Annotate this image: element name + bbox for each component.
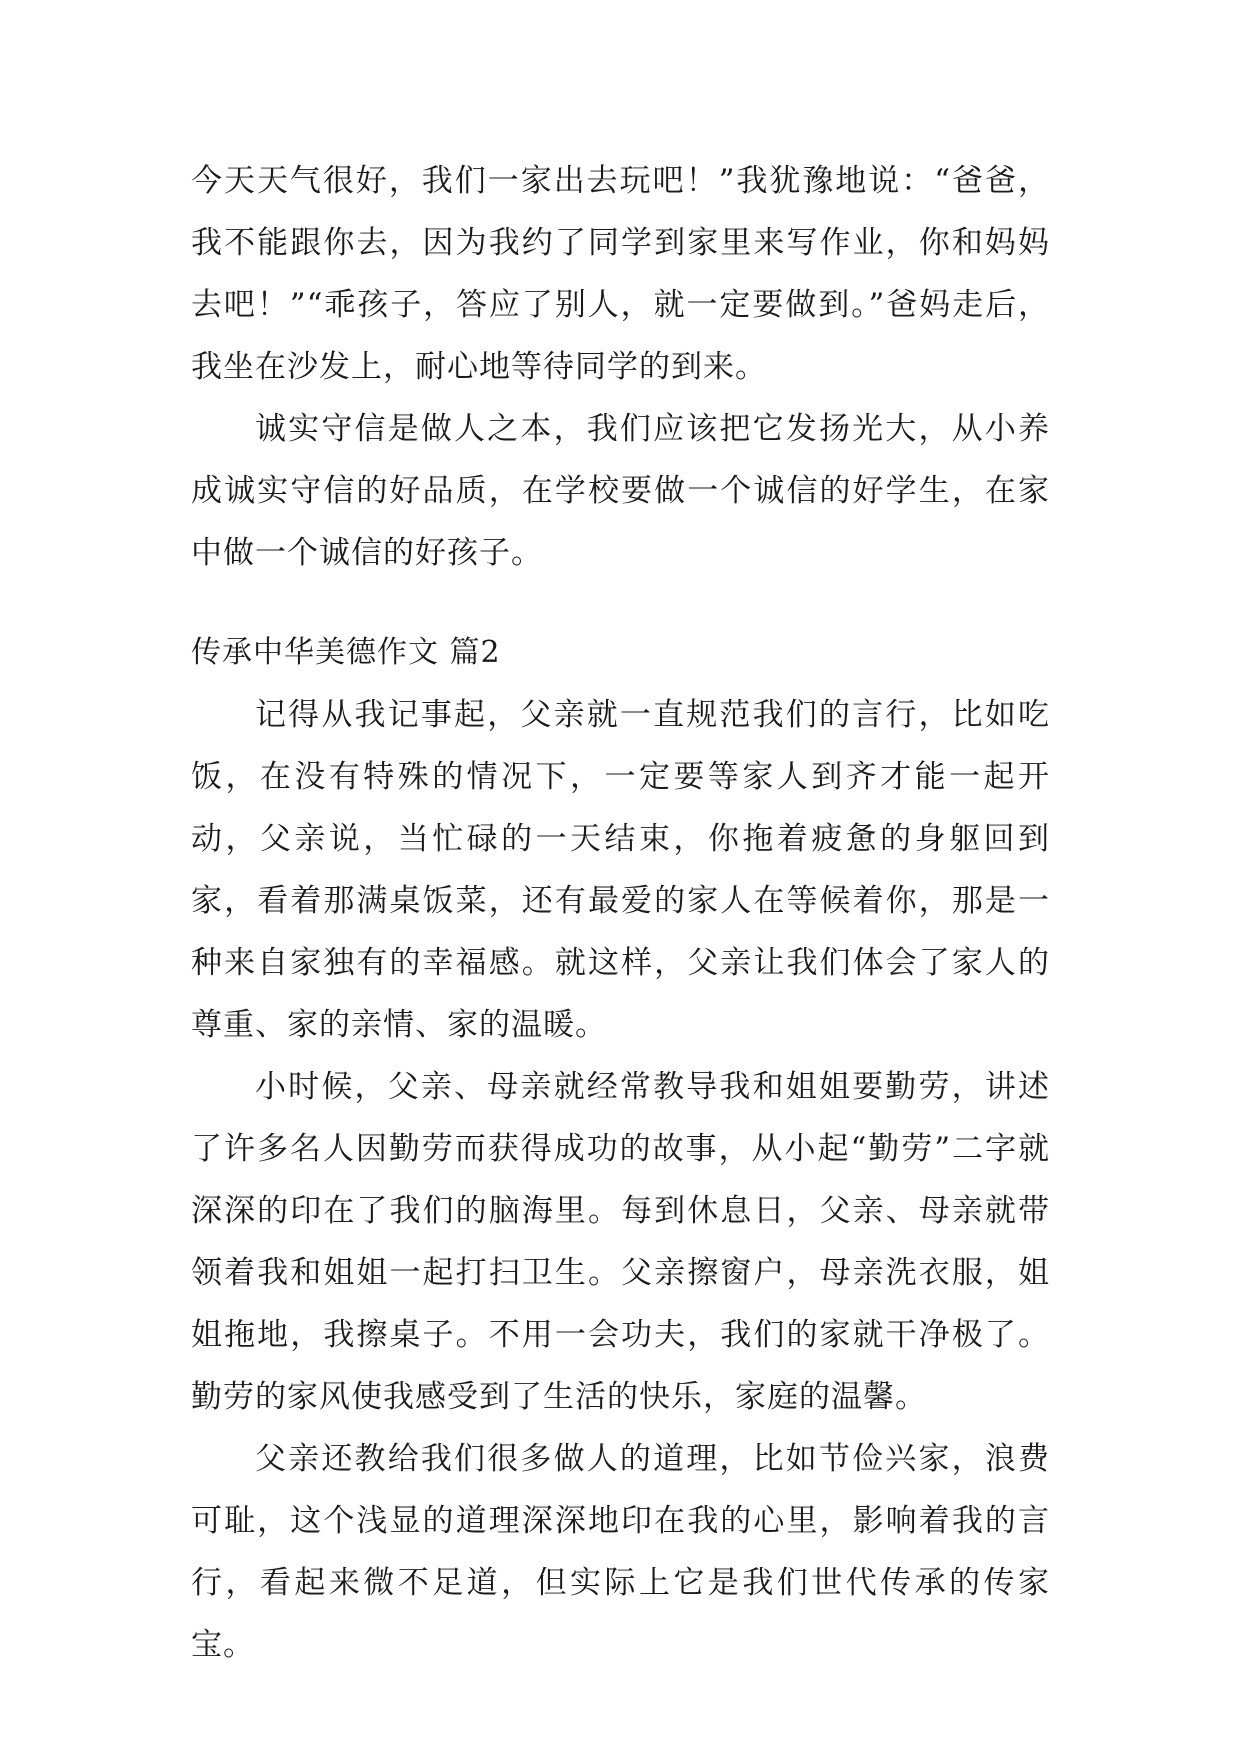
paragraph-dining-rules: 记得从我记事起，父亲就一直规范我们的言行，比如吃饭，在没有特殊的情况下，一定要等家人到齐才能一起开动，父亲说，当忙碌的一天结束，你拖着疲惫的身躯回到家，看着那满桌饭菜，还有最爱的家人在等候着你，那是一种来自家独有的幸福感。就这样，父亲让我们体会了家人的尊重、家的亲情、家的温暖。 [191,697,1050,1043]
paragraph-continued: 今天天气很好，我们一家出去玩吧！”我犹豫地说：“爸爸，我不能跟你去，因为我约了同学到家里来写作业，你和妈妈去吧！”“乖孩子，答应了别人，就一定要做到。”爸妈走后，我坐在沙发上，耐心地等待同学的到来。 [191,163,1050,385]
section-title: 传承中华美德作文 篇2 [191,635,501,670]
paragraph-honesty: 诚实守信是做人之本，我们应该把它发扬光大，从小养成诚实守信的好品质，在学校要做一个诚信的好学生，在家中做一个诚信的好孩子。 [191,411,1050,571]
paragraph-frugality: 父亲还教给我们很多做人的道理，比如节俭兴家，浪费可耻，这个浅显的道理深深地印在我的心里，影响着我的言行，看起来微不足道，但实际上它是我们世代传承的传家宝。 [191,1441,1050,1663]
section-spacer [191,584,1050,622]
document-body [191,150,1050,1676]
paragraph-diligence: 小时候，父亲、母亲就经常教导我和姐姐要勤劳，讲述了许多名人因勤劳而获得成功的故事，从小起“勤劳”二字就深深的印在了我们的脑海里。每到休息日，父亲、母亲就带领着我和姐姐一起打扫卫生。父亲擦窗户，母亲洗衣服，姐姐拖地，我擦桌子。不用一会功夫，我们的家就干净极了。勤劳的家风使我感受到了生活的快乐，家庭的温馨。 [191,1069,1050,1415]
